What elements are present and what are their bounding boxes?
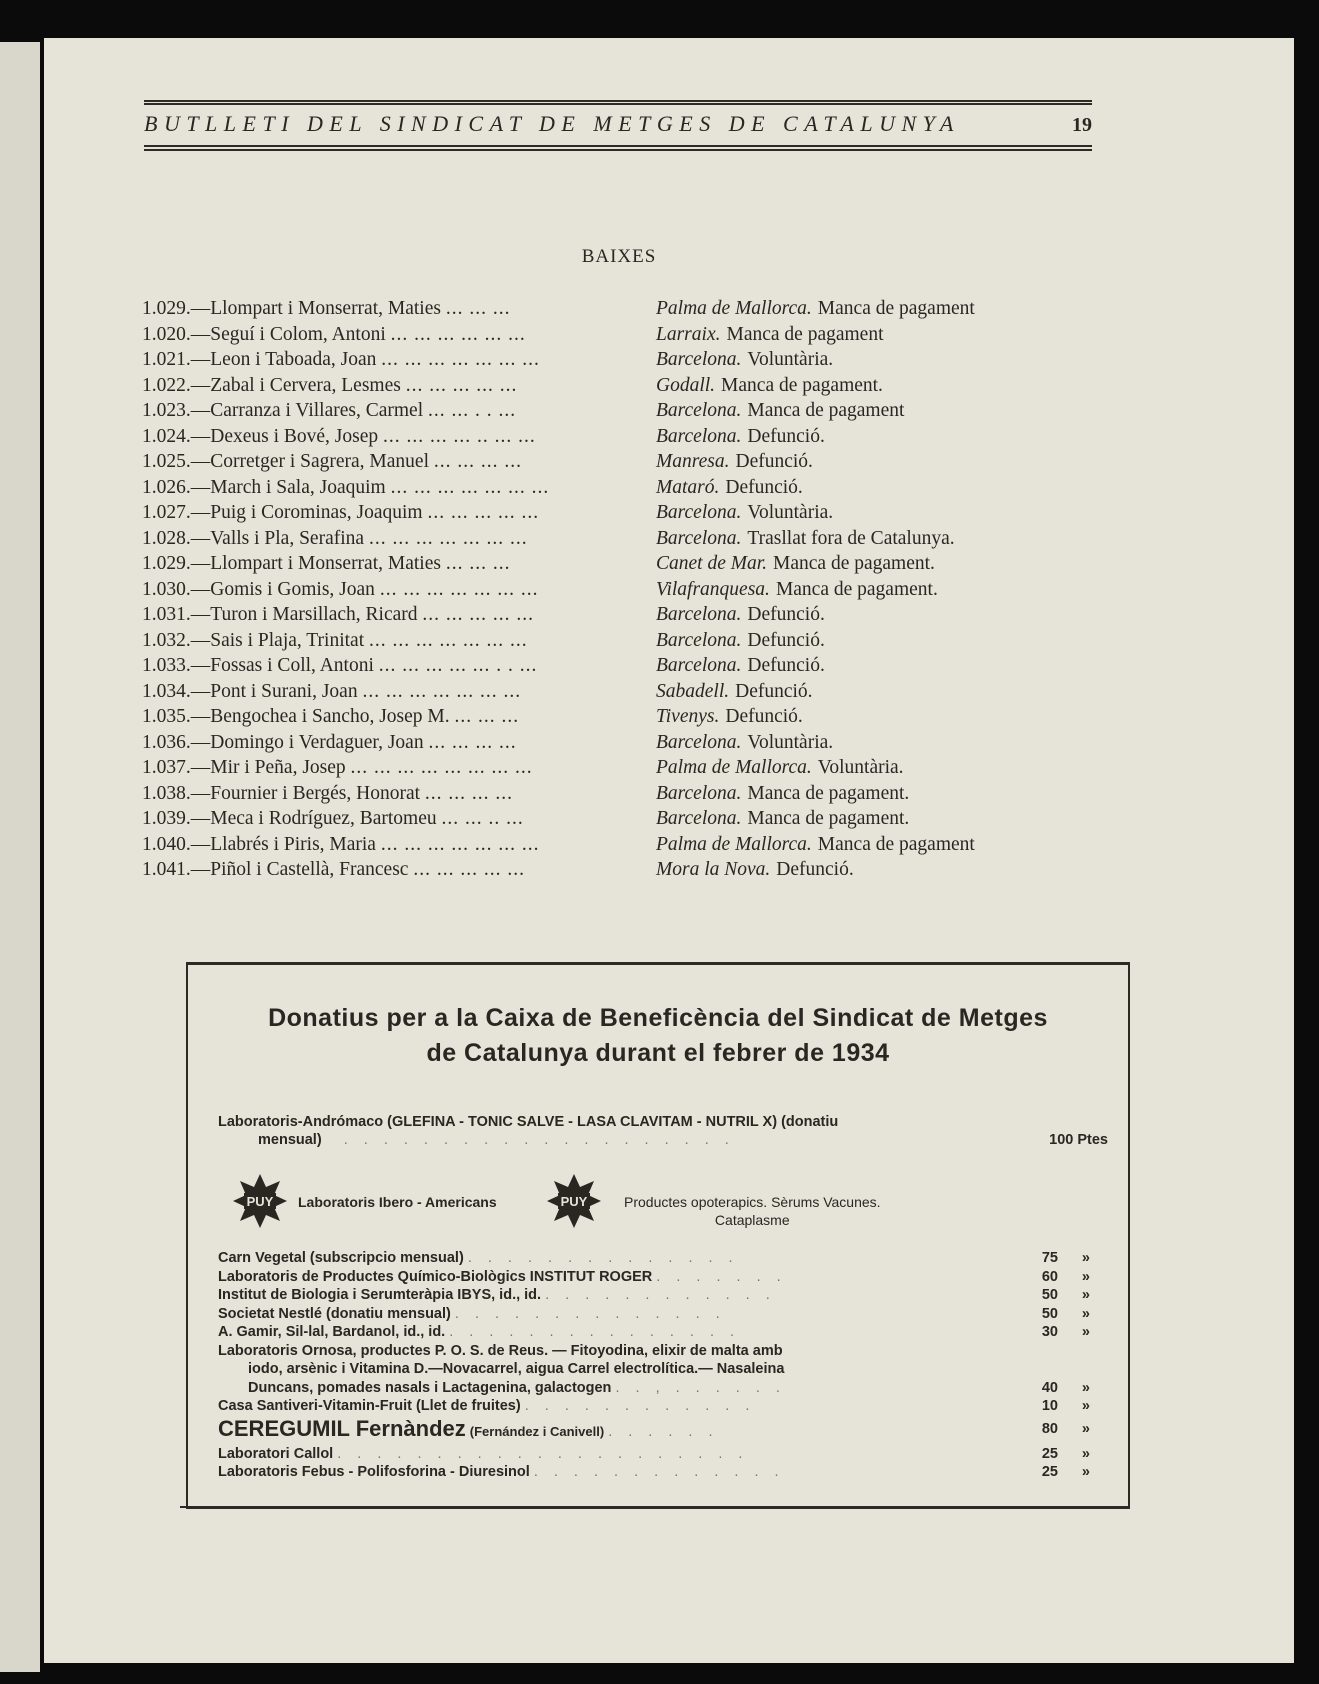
baixa-name: Fossas i Coll, Antoni <box>210 655 374 676</box>
baixa-reason: Defunció. <box>747 655 825 676</box>
baixa-reason: Manca de pagament. <box>775 578 938 600</box>
donation-item <box>218 1323 1098 1342</box>
donation-unit: » <box>1081 1420 1090 1437</box>
baixa-name-cell <box>142 755 642 781</box>
baixa-name-cell <box>142 398 642 424</box>
donation-unit: » <box>1081 1250 1090 1266</box>
donation-donor-note: (Fernández i Canivell) <box>469 1423 605 1439</box>
donation-donor: Societat Nestlé (donatiu mensual) <box>218 1305 451 1322</box>
leader-dots: . . . . . . . . . . . . . . . <box>449 1324 741 1340</box>
baixa-reason: Manca de pagament <box>817 298 975 319</box>
baixa-entry <box>142 500 1042 526</box>
leader-dots: . . . . . . . . . . . . . <box>533 1464 785 1480</box>
baixa-place: Barcelona. <box>656 349 742 370</box>
header-rule-bottom <box>144 145 1092 151</box>
leader-dots: ... ... ... ... ... <box>413 859 525 880</box>
baixa-name-cell <box>142 730 642 756</box>
donation-amount: 25 <box>1041 1464 1058 1480</box>
baixa-name-cell <box>142 424 642 450</box>
leader-dots: . . . . . . . . . . . . . . . . . . . . <box>343 1132 735 1148</box>
leader-dots: ... ... .. ... <box>441 808 524 829</box>
puy-logo-icon <box>232 1173 288 1229</box>
puy-logo-icon-2 <box>546 1173 602 1229</box>
baixa-name: Seguí i Colom, Antoni <box>210 323 386 345</box>
donation-donor: Casa Santiveri-Vitamin-Fruit (Llet de fruites) <box>218 1398 521 1414</box>
donation-amount: 25 <box>1041 1445 1058 1462</box>
baixa-number: 1.023.— <box>142 400 211 421</box>
baixa-entry <box>142 679 1042 705</box>
baixa-name: Corretger i Sagrera, Manuel <box>210 451 429 472</box>
leader-dots: . . . . . . . . . . . . . . <box>467 1250 739 1266</box>
baixa-number: 1.032.— <box>142 629 211 651</box>
baixa-name-cell <box>142 500 642 526</box>
baixa-number: 1.036.— <box>142 731 211 753</box>
donation-unit: » <box>1081 1268 1090 1285</box>
baixes-list <box>142 296 1042 883</box>
baixa-reason: Defunció. <box>725 706 803 727</box>
donations-title-line1: Donatius per a la Caixa de Beneficència del Sindicat de Metges <box>268 1004 1048 1032</box>
baixa-name-cell <box>142 857 642 883</box>
logo2-label-line1: Productes opoterapics. Sèrums Vacunes. <box>624 1194 881 1210</box>
donation-donor: Carn Vegetal (subscripcio mensual) <box>218 1250 464 1266</box>
donation-donor: Laboratoris Febus - Polifosforina - Diuresinol <box>218 1464 530 1480</box>
baixa-reason: Defunció. <box>725 476 803 498</box>
baixa-name: Dexeus i Bové, Josep <box>210 425 379 447</box>
baixa-reason: Voluntària. <box>747 731 834 753</box>
baixa-number: 1.029.— <box>142 553 211 574</box>
leader-dots: ... ... ... ... ... ... ... <box>380 833 540 855</box>
baixa-number: 1.041.— <box>142 859 211 880</box>
baixa-name-cell <box>142 449 642 475</box>
baixa-number: 1.038.— <box>142 782 211 804</box>
donation-andromaco-amount: 100 Ptes <box>1049 1132 1108 1148</box>
leader-dots: ... ... ... ... ... <box>422 604 535 625</box>
donation-donor: Duncans, pomades nasals i Lactagenina, galactogen <box>248 1379 612 1396</box>
baixa-name-cell <box>142 653 642 679</box>
donation-item <box>218 1445 1098 1464</box>
leader-dots: ... ... ... ... ... <box>405 374 518 396</box>
baixa-name: Carranza i Villares, Carmel <box>210 400 424 421</box>
donation-unit: » <box>1081 1398 1090 1414</box>
baixa-place: Larraix. <box>656 323 721 345</box>
baixa-name-cell <box>142 347 642 373</box>
baixa-reason: Defunció. <box>735 451 813 472</box>
baixa-entry <box>142 526 1042 552</box>
baixa-name: Meca i Rodríguez, Bartomeu <box>210 808 437 829</box>
baixa-name: Gomis i Gomis, Joan <box>210 578 375 600</box>
journal-title: BUTLLETI DEL SINDICAT DE METGES DE CATALUNYA <box>144 111 960 136</box>
donation-donor: Laboratoris Ornosa, productes P. O. S. de Reus. — Fitoyodina, elixir de malta amb <box>218 1342 783 1359</box>
baixa-name: Pont i Surani, Joan <box>210 680 358 702</box>
baixa-place: Barcelona. <box>656 808 742 829</box>
donation-item <box>218 1416 1098 1445</box>
baixa-name-cell <box>142 679 642 705</box>
baixa-reason: Trasllat fora de Catalunya. <box>747 527 955 549</box>
baixa-name: Domingo i Verdaguer, Joan <box>210 731 424 753</box>
baixa-name-cell <box>142 551 642 577</box>
donation-item <box>218 1397 1098 1416</box>
donation-amount: 60 <box>1041 1268 1058 1285</box>
puy-logo-text-2: PUY <box>560 1194 588 1209</box>
baixa-place: Barcelona. <box>656 782 742 804</box>
page-number: 19 <box>1072 114 1092 136</box>
baixa-number: 1.029.— <box>142 298 211 319</box>
baixa-reason: Defunció. <box>747 425 825 447</box>
baixa-reason: Defunció. <box>776 859 854 880</box>
baixa-entry <box>142 730 1042 756</box>
baixa-name: Fournier i Bergés, Honorat <box>210 782 421 804</box>
leader-dots: ... ... ... ... ... ... ... <box>362 680 522 702</box>
baixa-entry <box>142 704 1042 730</box>
baixa-number: 1.028.— <box>142 527 211 549</box>
leader-dots: . . . . . . . . . . . . <box>524 1398 756 1414</box>
baixa-reason: Defunció. <box>735 680 813 702</box>
baixa-reason: Defunció. <box>747 629 825 651</box>
leader-dots: ... ... ... ... <box>428 731 517 753</box>
baixa-entry <box>142 628 1042 654</box>
baixa-entry <box>142 602 1042 628</box>
baixa-name-cell <box>142 704 642 730</box>
donation-donor: iodo, arsènic i Vitamina D.—Novacarrel, aigua Carrel electrolítica.— Nasaleina <box>248 1361 785 1377</box>
baixa-reason: Voluntària. <box>747 349 834 370</box>
baixa-name-cell <box>142 602 642 628</box>
donation-unit: » <box>1081 1445 1090 1462</box>
baixa-reason: Manca de pagament. <box>747 782 910 804</box>
baixa-entry <box>142 424 1042 450</box>
leader-dots: ... ... ... ... ... ... ... <box>379 578 539 600</box>
baixa-reason: Voluntària. <box>747 502 834 523</box>
adjacent-page-edge <box>0 42 40 1672</box>
donation-amount: 50 <box>1041 1305 1058 1322</box>
donations-title-line2: de Catalunya durant el febrer de 1934 <box>426 1039 890 1067</box>
leader-dots: ... ... ... ... ... . . ... <box>378 655 538 676</box>
leader-dots: ... ... ... ... ... ... ... <box>381 349 540 370</box>
donation-amount: 50 <box>1041 1287 1058 1303</box>
baixa-reason: Manca de pagament. <box>721 374 883 396</box>
puy-logos-row <box>232 1173 1092 1233</box>
leader-dots: . . , . . . . . . <box>615 1379 786 1396</box>
donation-donor: A. Gamir, Sil-lal, Bardanol, id., id. <box>218 1324 446 1340</box>
baixa-name: Llompart i Monserrat, Maties <box>210 298 441 319</box>
leader-dots: ... ... ... ... .. ... ... <box>383 425 536 447</box>
logo2-label <box>624 1193 881 1229</box>
baixa-entry <box>142 577 1042 603</box>
baixa-number: 1.035.— <box>142 706 211 727</box>
donation-unit: » <box>1081 1324 1090 1340</box>
baixa-entry <box>142 398 1042 424</box>
leader-dots: ... ... ... <box>454 706 520 727</box>
baixa-place: Tivenys. <box>656 706 720 727</box>
leader-dots: ... ... ... ... <box>433 451 522 472</box>
donation-item <box>218 1342 1098 1361</box>
donation-amount: 10 <box>1041 1398 1058 1414</box>
baixa-place: Mora la Nova. <box>656 859 771 880</box>
baixa-entry <box>142 449 1042 475</box>
donation-donor: Laboratoris de Productes Químico-Biològics INSTITUT ROGER <box>218 1268 653 1285</box>
leader-dots: ... ... ... ... ... <box>427 502 540 523</box>
baixa-name: Valls i Pla, Serafina <box>210 527 365 549</box>
baixa-number: 1.037.— <box>142 757 211 778</box>
baixa-reason: Defunció. <box>747 604 825 625</box>
baixa-name-cell <box>142 577 642 603</box>
donation-andromaco <box>218 1113 1118 1149</box>
leader-dots: ... ... ... <box>445 298 511 319</box>
leader-dots: ... ... ... ... ... ... ... <box>390 476 550 498</box>
baixa-name-cell <box>142 322 642 348</box>
baixa-number: 1.030.— <box>142 578 211 600</box>
donation-donor: Institut de Biologia i Serumteràpia IBYS, id., id. <box>218 1287 542 1303</box>
donation-donor: CEREGUMIL Fernàndez <box>218 1415 466 1441</box>
baixa-entry <box>142 296 1042 322</box>
baixa-name: Piñol i Castellà, Francesc <box>210 859 409 880</box>
baixa-name-cell <box>142 373 642 399</box>
baixa-place: Godall. <box>656 374 716 396</box>
donation-amount: 75 <box>1041 1250 1058 1266</box>
donation-donor: Laboratori Callol <box>218 1445 334 1462</box>
donation-unit: » <box>1081 1464 1090 1480</box>
baixa-place: Vilafranquesa. <box>656 578 770 600</box>
baixa-place: Barcelona. <box>656 425 742 447</box>
baixa-name: Leon i Taboada, Joan <box>210 349 377 370</box>
donation-item <box>218 1268 1098 1287</box>
donation-item <box>218 1305 1098 1324</box>
baixa-place: Barcelona. <box>656 604 742 625</box>
baixa-place: Mataró. <box>656 476 720 498</box>
baixa-name: Bengochea i Sancho, Josep M. <box>210 706 450 727</box>
donations-list <box>218 1249 1098 1482</box>
donation-andromaco-line2-text: mensual) <box>258 1132 322 1148</box>
baixa-name-cell <box>142 296 642 322</box>
donation-unit: » <box>1081 1287 1090 1303</box>
donation-andromaco-line2 <box>218 1131 1118 1149</box>
leader-dots: ... ... ... ... ... ... ... <box>368 629 528 651</box>
baixa-name-cell <box>142 832 642 858</box>
baixa-number: 1.025.— <box>142 451 211 472</box>
baixa-place: Manresa. <box>656 451 730 472</box>
donation-unit: » <box>1081 1379 1090 1396</box>
baixa-number: 1.027.— <box>142 502 211 523</box>
baixa-place: Barcelona. <box>656 629 742 651</box>
logo2-label-line2: Cataplasme <box>714 1212 790 1228</box>
baixa-reason: Manca de pagament <box>726 323 884 345</box>
baixa-place: Palma de Mallorca. <box>656 298 812 319</box>
baixa-name-cell <box>142 526 642 552</box>
logo1-label: Laboratoris Ibero - Americans <box>298 1194 497 1210</box>
baixa-place: Barcelona. <box>656 400 742 421</box>
section-title-baixes: BAIXES <box>581 246 657 267</box>
baixa-name-cell <box>142 475 642 501</box>
donation-item <box>218 1249 1098 1268</box>
baixa-number: 1.021.— <box>142 349 211 370</box>
donations-title <box>188 1001 1128 1071</box>
baixa-number: 1.022.— <box>142 374 211 396</box>
leader-dots: . . . . . . <box>608 1423 719 1440</box>
baixa-entry <box>142 347 1042 373</box>
baixa-name: Sais i Plaja, Trinitat <box>210 629 365 651</box>
baixa-name-cell <box>142 628 642 654</box>
donation-amount: 30 <box>1041 1324 1058 1340</box>
baixa-place: Palma de Mallorca. <box>656 757 812 778</box>
baixa-reason: Manca de pagament <box>747 400 905 421</box>
baixa-entry <box>142 832 1042 858</box>
donation-item <box>218 1379 1098 1398</box>
header-rule-top <box>144 100 1092 105</box>
baixa-number: 1.033.— <box>142 655 211 676</box>
baixa-number: 1.039.— <box>142 808 211 829</box>
box-bottom-rule <box>180 1506 1130 1508</box>
running-head <box>144 100 1092 151</box>
baixa-name: Turon i Marsillach, Ricard <box>210 604 418 625</box>
baixa-place: Sabadell. <box>656 680 730 702</box>
leader-dots: ... ... ... ... ... ... ... ... <box>350 757 533 778</box>
leader-dots: . . . . . . . . . . . . . . <box>454 1305 726 1322</box>
baixa-entry <box>142 373 1042 399</box>
baixa-reason: Manca de pagament. <box>773 553 935 574</box>
baixa-number: 1.020.— <box>142 323 211 345</box>
baixa-entry <box>142 551 1042 577</box>
leader-dots: ... ... ... <box>445 553 511 574</box>
baixa-place: Palma de Mallorca. <box>656 833 812 855</box>
donation-unit: » <box>1081 1305 1090 1322</box>
donation-item <box>218 1360 1098 1379</box>
baixa-entry <box>142 322 1042 348</box>
baixa-number: 1.040.— <box>142 833 211 855</box>
baixa-place: Barcelona. <box>656 527 742 549</box>
leader-dots: . . . . . . . <box>656 1268 787 1285</box>
baixa-name: Puig i Corominas, Joaquim <box>210 502 423 523</box>
baixa-entry <box>142 857 1042 883</box>
baixa-entry <box>142 475 1042 501</box>
donation-amount: 80 <box>1041 1420 1058 1437</box>
baixa-number: 1.024.— <box>142 425 211 447</box>
baixa-number: 1.034.— <box>142 680 211 702</box>
baixa-name-cell <box>142 806 642 832</box>
leader-dots: ... ... ... ... ... ... ... <box>368 527 528 549</box>
baixa-number: 1.031.— <box>142 604 211 625</box>
leader-dots: . . . . . . . . . . . . <box>545 1287 776 1303</box>
leader-dots: ... ... ... ... <box>424 782 514 804</box>
baixa-place: Canet de Mar. <box>656 553 768 574</box>
baixa-name: Llabrés i Piris, Maria <box>210 833 376 855</box>
baixa-name: Mir i Peña, Josep <box>210 757 346 778</box>
donation-amount: 40 <box>1041 1379 1058 1396</box>
baixa-name: Zabal i Cervera, Lesmes <box>210 374 401 396</box>
baixa-name: March i Sala, Joaquim <box>210 476 386 498</box>
baixa-reason: Voluntària. <box>817 757 904 778</box>
baixa-name-cell <box>142 781 642 807</box>
baixa-reason: Manca de pagament <box>817 833 975 855</box>
donations-box <box>186 962 1130 1509</box>
donation-item <box>218 1286 1098 1305</box>
baixa-name: Llompart i Monserrat, Maties <box>210 553 441 574</box>
baixa-place: Barcelona. <box>656 502 742 523</box>
baixa-place: Barcelona. <box>656 731 742 753</box>
baixa-reason: Manca de pagament. <box>747 808 910 829</box>
baixa-entry <box>142 653 1042 679</box>
baixa-entry <box>142 755 1042 781</box>
leader-dots: ... ... . . ... <box>428 400 517 421</box>
donation-andromaco-line1: Laboratoris-Andrómaco (GLEFINA - TONIC SALVE - LASA CLAVITAM - NUTRIL X) (donatiu <box>218 1114 839 1130</box>
baixa-place: Barcelona. <box>656 655 742 676</box>
leader-dots: . . . . . . . . . . . . . . . . . . . . . <box>337 1445 749 1462</box>
baixa-number: 1.026.— <box>142 476 211 498</box>
puy-logo-text: PUY <box>246 1194 274 1209</box>
baixa-entry <box>142 806 1042 832</box>
baixa-entry <box>142 781 1042 807</box>
leader-dots: ... ... ... ... ... ... <box>390 323 526 345</box>
donation-item <box>218 1463 1098 1482</box>
